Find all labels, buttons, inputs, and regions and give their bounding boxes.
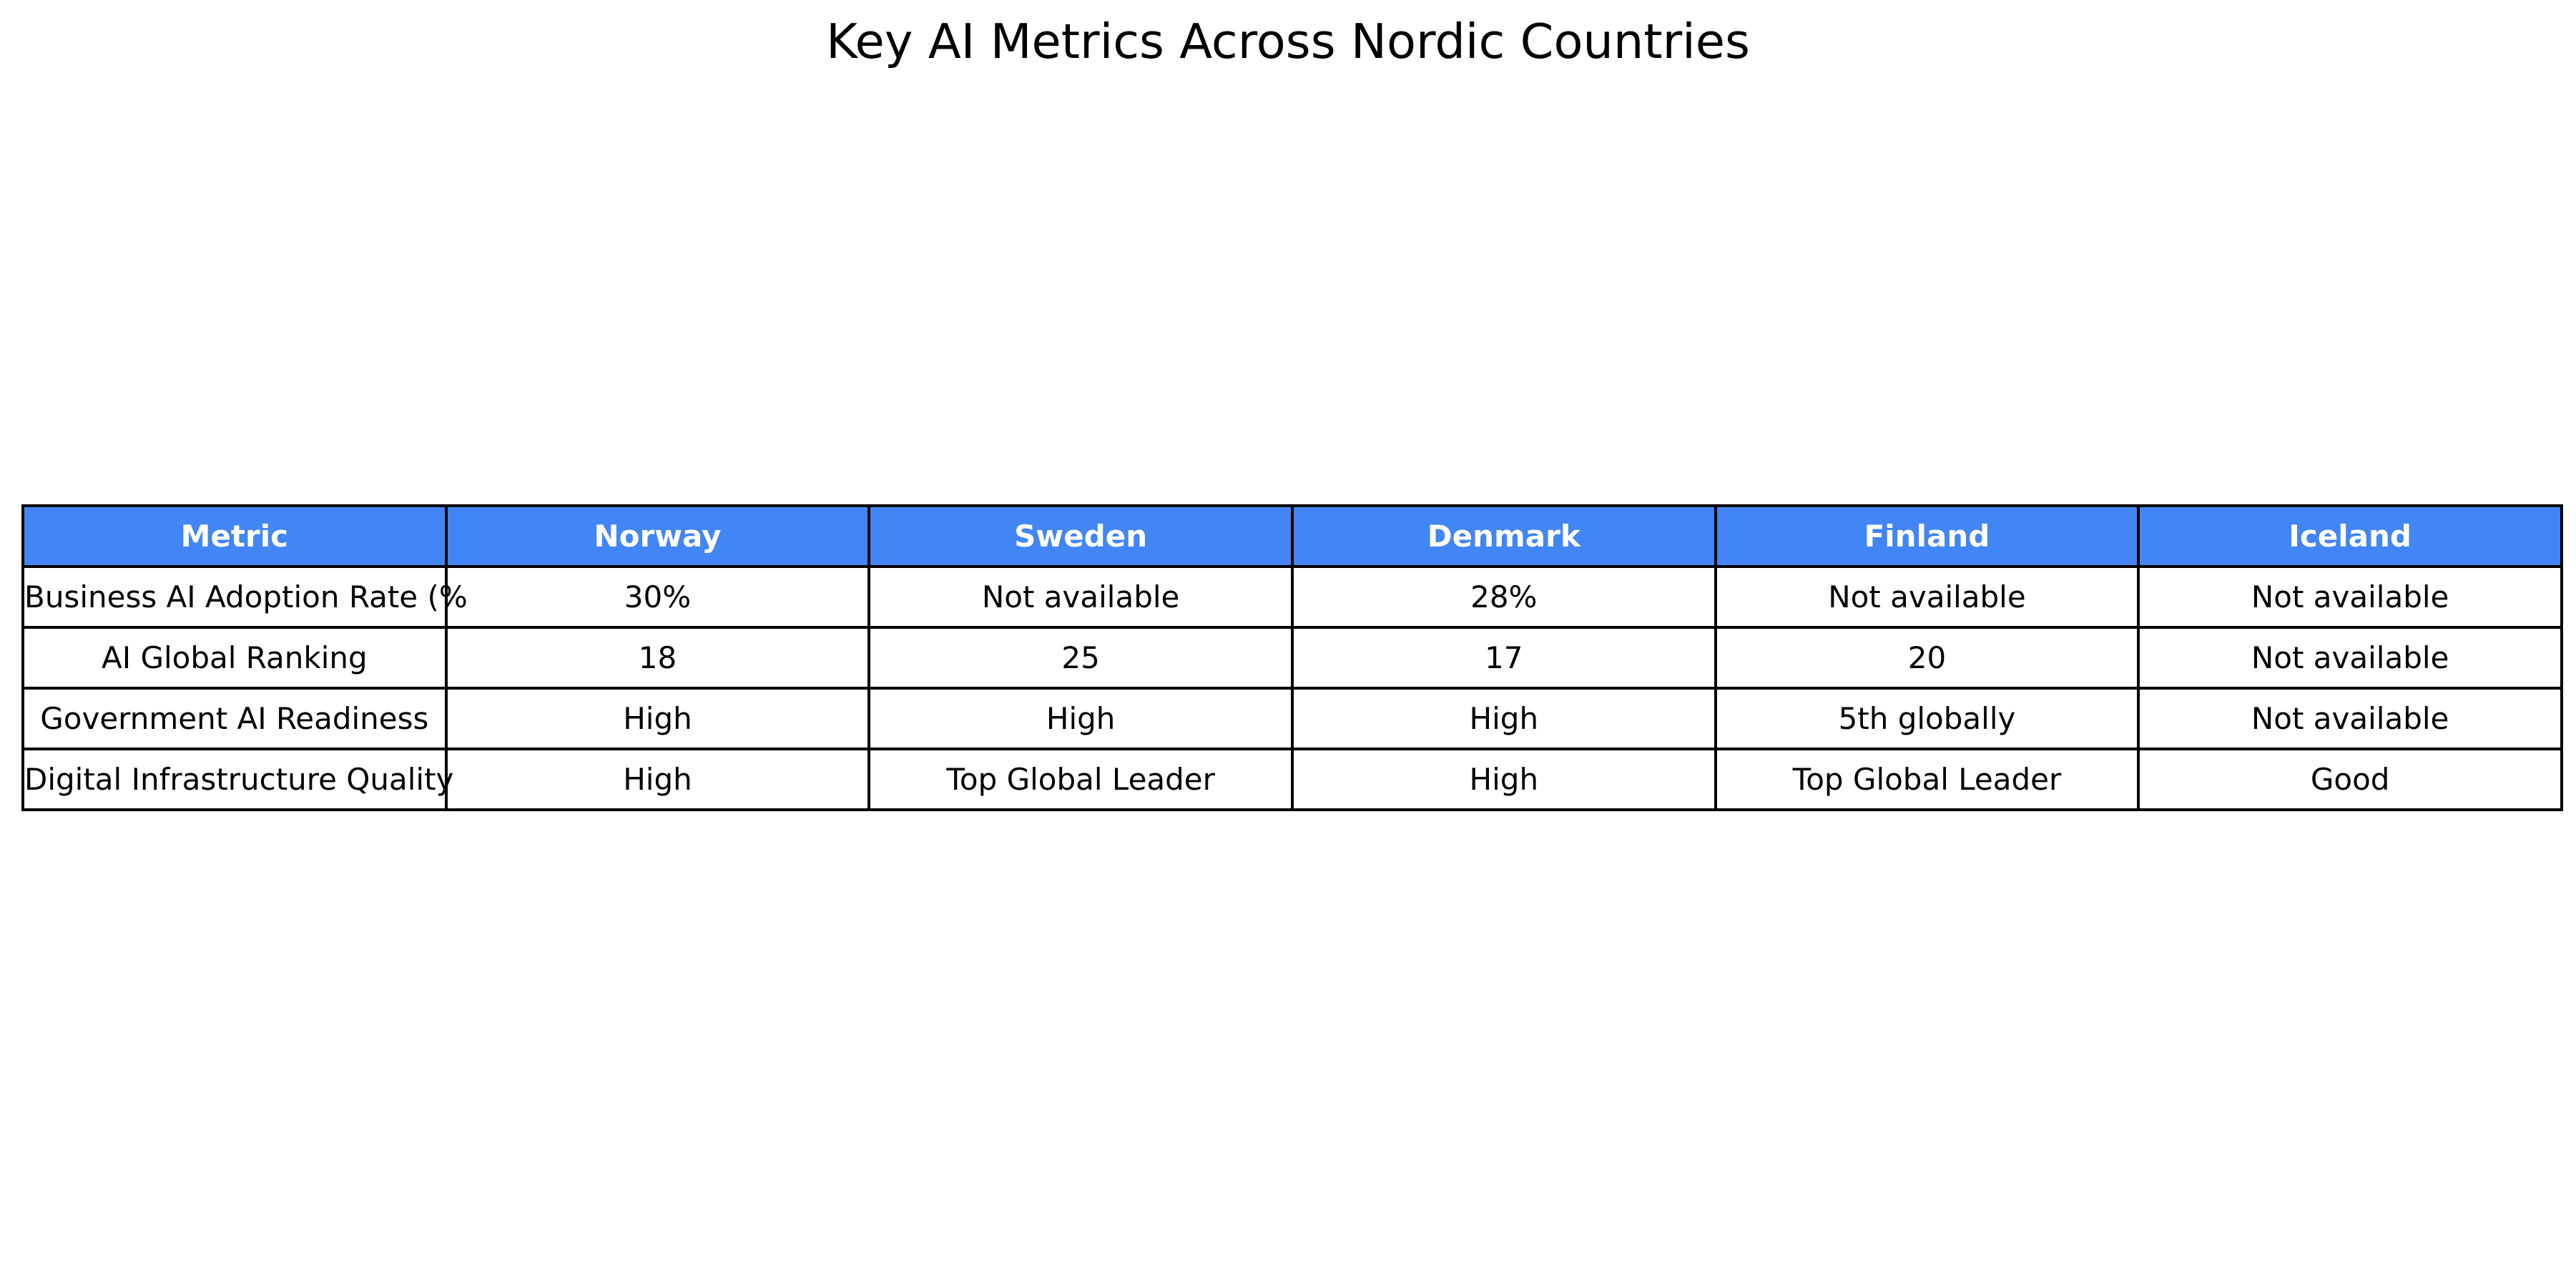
- table-cell: Top Global Leader: [869, 749, 1292, 810]
- table-cell: High: [446, 688, 870, 749]
- table-row: [23, 627, 2562, 688]
- table-cell: Not available: [869, 567, 1292, 627]
- table-header-row: [23, 506, 2562, 567]
- table-row: [23, 567, 2562, 627]
- metric-cell: [23, 688, 446, 749]
- header-cell: Iceland: [2138, 506, 2562, 567]
- header-cell: Metric: [23, 506, 446, 567]
- metric-cell: [23, 627, 446, 688]
- table-cell: High: [1292, 688, 1716, 749]
- metric-cell: [23, 749, 454, 810]
- header-cell: Sweden: [869, 506, 1292, 567]
- table-cell: 28%: [1292, 567, 1716, 627]
- table-cell: High: [446, 749, 870, 810]
- header-cell: Denmark: [1292, 506, 1716, 567]
- metric-label: AI Global Ranking: [101, 640, 368, 675]
- metric-label: Government AI Readiness: [40, 701, 429, 736]
- table-cell: Top Global Leader: [1716, 749, 2139, 810]
- header-cell: Norway: [446, 506, 870, 567]
- table-cell: 25: [869, 627, 1292, 688]
- table-cell: 5th globally: [1716, 688, 2139, 749]
- table-cell: Not available: [1716, 567, 2139, 627]
- table-cell: High: [869, 688, 1292, 749]
- chart-title: Key AI Metrics Across Nordic Countries: [826, 14, 1750, 69]
- table-cell: 30%: [446, 567, 870, 627]
- metric-label: Digital Infrastructure Quality: [24, 762, 454, 797]
- table-cell: High: [1292, 749, 1716, 810]
- metrics-table-container: [21, 504, 2563, 811]
- table-cell: 20: [1716, 627, 2139, 688]
- header-cell: Finland: [1716, 506, 2139, 567]
- table-cell: Not available: [2138, 567, 2562, 627]
- table-cell: Good: [2138, 749, 2562, 810]
- metric-label: Business AI Adoption Rate (%: [24, 579, 468, 614]
- table-row: [23, 688, 2562, 749]
- table-cell: 17: [1292, 627, 1716, 688]
- table-row: [23, 749, 2562, 810]
- metric-cell: [23, 567, 468, 627]
- table-cell: 18: [446, 627, 870, 688]
- table-cell: Not available: [2138, 688, 2562, 749]
- table-cell: Not available: [2138, 627, 2562, 688]
- metrics-table: [21, 504, 2563, 811]
